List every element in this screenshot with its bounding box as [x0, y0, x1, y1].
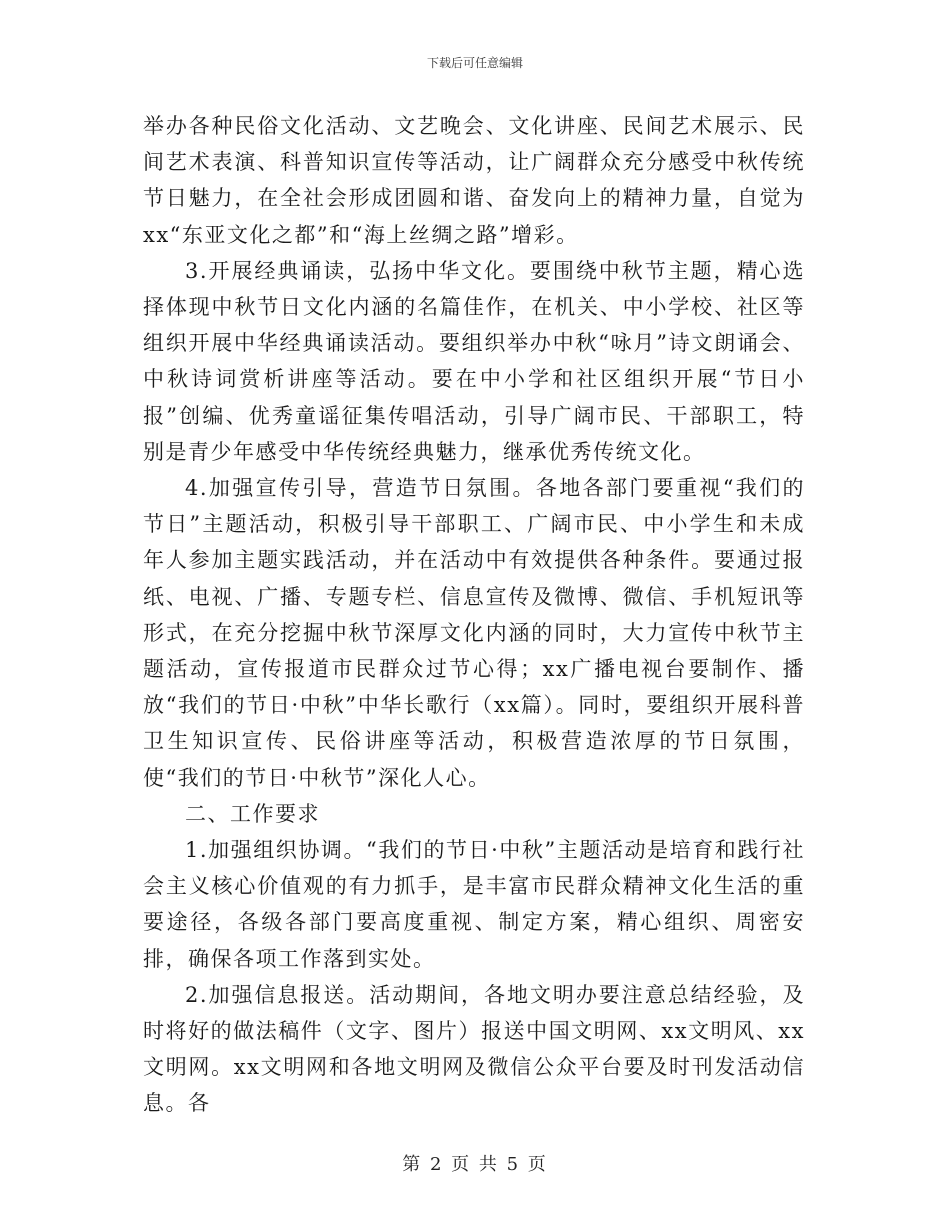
paragraph-information-reporting: 2.加强信息报送。活动期间，各地文明办要注意总结经验，及时将好的做法稿件（文字、图片）报送中国文明网、xx文明风、xx文明网。xx文明网和各地文明网及微信公众平台要及时刊发活动信息。各: [143, 982, 805, 1116]
page-header: 下载后可任意编辑: [426, 56, 523, 70]
document-body: [143, 108, 805, 1122]
section-heading-work-requirements: 二、工作要求: [185, 801, 320, 826]
page-footer: 第 2 页 共 5 页: [402, 1154, 548, 1175]
paragraph-classic-reading: 3.开展经典诵读，弘扬中华文化。要围绕中秋节主题，精心选择体现中秋节日文化内涵的名篇佳作，在机关、中小学校、社区等组织开展中华经典诵读活动。要组织举办中秋“咏月”诗文朗诵会、中秋诗词赏析讲座等活动。要在中小学和社区组织开展“节日小报”创编、优秀童谣征集传唱活动，引导广阔市民、干部职工，特别是青少年感受中华传统经典魅力，继承优秀传统文化。: [143, 258, 805, 464]
paragraph-publicity: 4.加强宣传引导，营造节日氛围。各地各部门要重视“我们的节日”主题活动，积极引导干部职工、广阔市民、中小学生和未成年人参加主题实践活动，并在活动中有效提供各种条件。要通过报纸、电视、广播、专题专栏、信息宣传及微博、微信、手机短讯等形式，在充分挖掘中秋节深厚文化内涵的同时，大力宣传中秋节主题活动，宣传报道市民群众过节心得；xx广播电视台要制作、播放“我们的节日·中秋”中华长歌行（xx篇）。同时，要组织开展科普卫生知识宣传、民俗讲座等活动，积极营造浓厚的节日氛围，使“我们的节日·中秋节”深化人心。: [143, 476, 805, 790]
paragraph-continuation: 举办各种民俗文化活动、文艺晚会、文化讲座、民间艺术展示、民间艺术表演、科普知识宣传等活动，让广阔群众充分感受中秋传统节日魅力，在全社会形成团圆和谐、奋发向上的精神力量，自觉为xx“东亚文化之都”和“海上丝绸之路”增彩。: [143, 114, 805, 247]
paragraph-organization: 1.加强组织协调。“我们的节日·中秋”主题活动是培育和践行社会主义核心价值观的有力抓手，是丰富市民群众精神文化生活的重要途径，各级各部门要高度重视、制定方案，精心组织、周密安排，确保各项工作落到实处。: [143, 838, 805, 971]
